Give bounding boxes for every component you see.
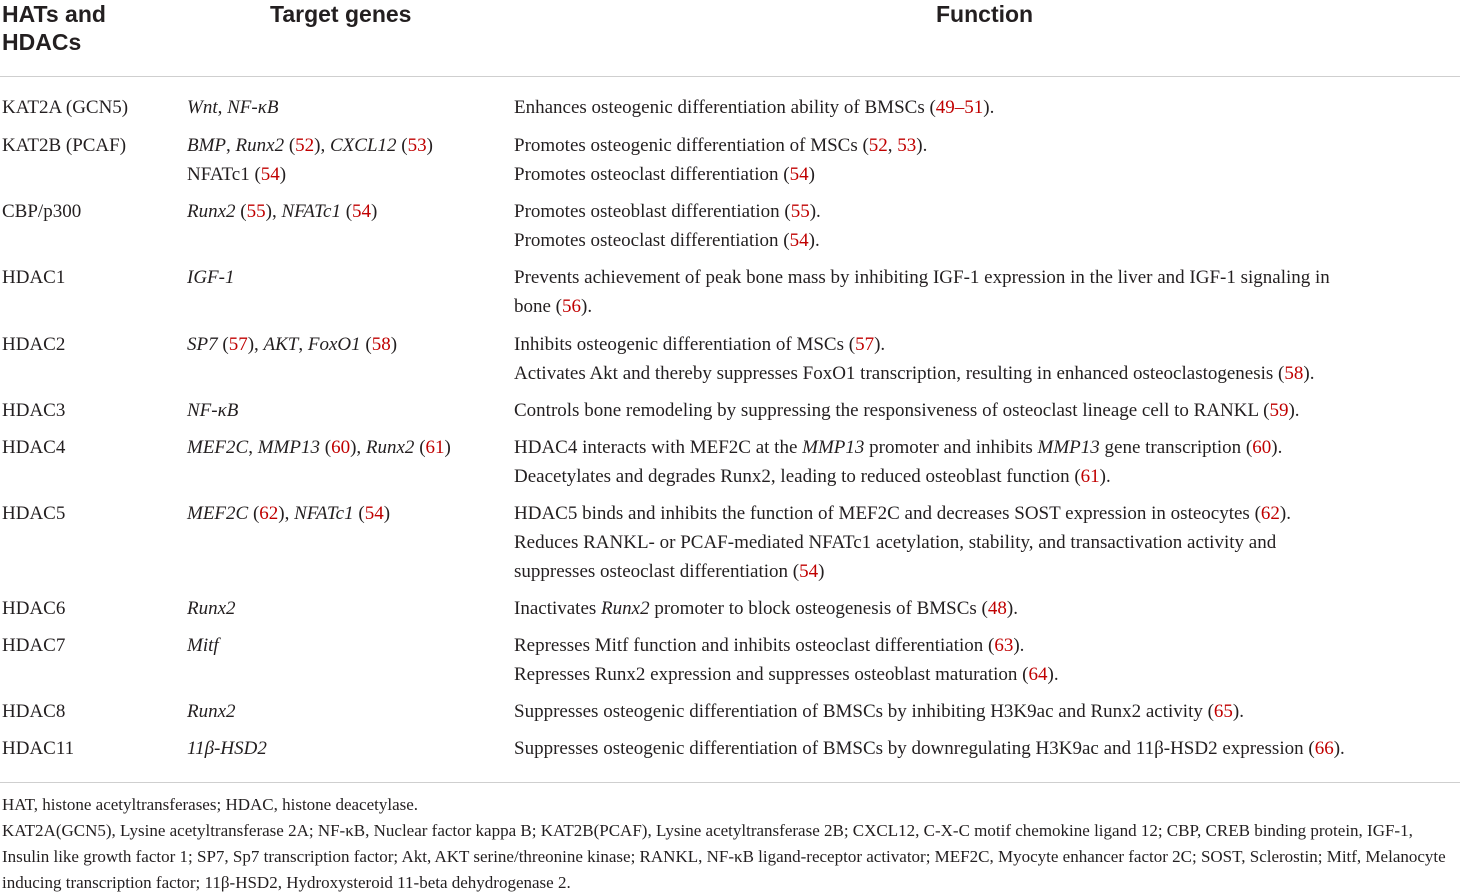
text-run: ): [818, 561, 825, 582]
row-function: [514, 433, 1282, 462]
text-run: ),: [247, 334, 264, 355]
header-rule: [0, 76, 1460, 77]
row-function: [514, 197, 821, 226]
row-function: [514, 697, 1244, 726]
row-target-genes: [187, 396, 238, 425]
text-run: (: [284, 135, 296, 156]
reference-link: 58: [371, 334, 391, 355]
text-run: Represses Mitf function and inhibits osteoclast differentiation (: [514, 635, 995, 656]
header-col1-line1: HATs and: [2, 1, 106, 27]
text-run: ): [279, 164, 287, 185]
text-run: ).: [1006, 598, 1018, 619]
text-run: bone (: [514, 296, 563, 317]
text-run: (: [414, 437, 426, 458]
text-run: ).: [581, 296, 593, 317]
text-run: Promotes osteogenic differentiation of MSCs (: [514, 135, 869, 156]
text-run: ).: [983, 97, 995, 118]
reference-link: 48: [987, 598, 1007, 619]
row-enzyme-name: HDAC1: [2, 267, 66, 288]
italic-term: 11β-HSD2: [187, 738, 267, 759]
reference-link: 53: [407, 135, 427, 156]
row-target-genes: [187, 433, 451, 462]
text-run: ),: [350, 437, 366, 458]
header-hats-hdacs: [2, 0, 106, 56]
text-run: Suppresses osteogenic differentiation of BMSCs by inhibiting H3K9ac and Runx2 activity (: [514, 701, 1214, 722]
text-run: (: [360, 334, 372, 355]
italic-term: MEF2C: [187, 437, 249, 458]
italic-term: Runx2: [187, 701, 236, 722]
text-run: ).: [1279, 503, 1291, 524]
row-enzyme-name: KAT2A (GCN5): [2, 97, 129, 118]
text-run: ),: [265, 201, 282, 222]
table-bottom-rule: [0, 782, 1460, 783]
footnote-abbrev-1: HAT, histone acetyltransferases; HDAC, histone deacetylase.: [2, 795, 419, 814]
reference-link: 64: [1028, 664, 1048, 685]
row-target-genes: [187, 263, 234, 292]
row-target-genes: [187, 594, 236, 623]
italic-term: CXCL12: [330, 135, 397, 156]
reference-link: 54: [789, 164, 809, 185]
reference-link: 60: [1252, 437, 1272, 458]
reference-link: 54: [260, 164, 280, 185]
header-function: Function: [936, 1, 1034, 27]
row-enzyme-name: HDAC8: [2, 701, 66, 722]
italic-term: Runx2: [235, 135, 285, 156]
row-function: [514, 160, 815, 189]
text-run: (: [353, 503, 365, 524]
reference-link: 57: [855, 334, 875, 355]
text-run: ).: [1013, 635, 1025, 656]
row-function: [514, 330, 885, 359]
text-run: Promotes osteoblast differentiation (: [514, 201, 791, 222]
text-run: promoter and inhibits: [864, 437, 1038, 458]
row-function: [514, 359, 1314, 388]
italic-term: IGF-1: [187, 267, 235, 288]
text-run: (: [396, 135, 408, 156]
row-target-genes: [187, 160, 286, 189]
row-function: [514, 660, 1059, 689]
text-run: HDAC4 interacts with MEF2C at the: [514, 437, 803, 458]
text-run: ): [371, 201, 378, 222]
text-run: (: [340, 201, 353, 222]
text-run: ): [383, 503, 391, 524]
reference-link: 54: [364, 503, 384, 524]
text-run: ,: [887, 135, 898, 156]
reference-link: 54: [799, 561, 819, 582]
row-function: [514, 557, 824, 586]
text-run: NFATc1 (: [187, 164, 261, 185]
text-run: promoter to block osteogenesis of BMSCs (: [649, 598, 988, 619]
text-run: ).: [809, 201, 821, 222]
italic-term: Wnt: [187, 97, 218, 118]
reference-link: 55: [790, 201, 810, 222]
text-run: ).: [1047, 664, 1059, 685]
header-target-genes: Target genes: [270, 1, 412, 27]
text-run: ).: [874, 334, 886, 355]
italic-term: Runx2: [601, 598, 650, 619]
reference-link: 54: [789, 230, 809, 251]
text-run: ).: [1232, 701, 1244, 722]
row-function: [514, 499, 1291, 528]
italic-term: MMP13: [257, 437, 320, 458]
italic-term: Mitf: [187, 635, 219, 656]
row-function: [514, 263, 1330, 292]
row-function: [514, 93, 994, 122]
italic-term: Runx2: [187, 201, 236, 222]
reference-link: 61: [1080, 466, 1100, 487]
italic-term: BMP: [187, 135, 227, 156]
row-enzyme-name: HDAC4: [2, 437, 66, 458]
reference-link: 60: [331, 437, 351, 458]
text-run: ).: [1271, 437, 1283, 458]
text-run: Inhibits osteogenic differentiation of MSCs (: [514, 334, 856, 355]
reference-link: 61: [425, 437, 445, 458]
text-run: ).: [1333, 738, 1345, 759]
reference-link: 57: [228, 334, 248, 355]
italic-term: AKT: [263, 334, 299, 355]
text-run: ,: [226, 135, 236, 156]
row-target-genes: [187, 499, 390, 528]
row-function: [514, 226, 820, 255]
italic-term: NFATc1: [294, 503, 354, 524]
text-run: Activates Akt and thereby suppresses FoxO1 transcription, resulting in enhanced osteoclastogenesis (: [514, 363, 1285, 384]
reference-link: 62: [259, 503, 279, 524]
text-run: ): [426, 135, 433, 156]
row-enzyme-name: HDAC2: [2, 334, 66, 355]
text-run: ),: [278, 503, 295, 524]
reference-link: 52: [868, 135, 888, 156]
row-target-genes: [187, 131, 433, 160]
italic-term: FoxO1: [307, 334, 361, 355]
italic-term: Runx2: [187, 598, 236, 619]
text-run: Enhances osteogenic differentiation ability of BMSCs (: [514, 97, 936, 118]
italic-term: MMP13: [1037, 437, 1100, 458]
text-run: Reduces RANKL- or PCAF-mediated NFATc1 acetylation, stability, and transactivation activity and: [514, 532, 1277, 553]
row-function: [514, 292, 592, 321]
text-run: ).: [1303, 363, 1315, 384]
italic-term: MEF2C: [187, 503, 249, 524]
text-run: ).: [1099, 466, 1111, 487]
text-run: HDAC5 binds and inhibits the function of MEF2C and decreases SOST expression in osteocytes (: [514, 503, 1261, 524]
reference-link: 56: [562, 296, 582, 317]
row-enzyme-name: HDAC6: [2, 598, 66, 619]
reference-link: 49–51: [935, 97, 984, 118]
row-target-genes: [187, 93, 278, 122]
row-function: [514, 734, 1345, 763]
text-run: ,: [217, 97, 228, 118]
row-target-genes: [187, 734, 267, 763]
text-run: suppresses osteoclast differentiation (: [514, 561, 800, 582]
italic-term: NFATc1: [281, 201, 341, 222]
text-run: ).: [916, 135, 928, 156]
reference-link: 65: [1213, 701, 1233, 722]
text-run: Promotes osteoclast differentiation (: [514, 164, 790, 185]
reference-link: 53: [897, 135, 917, 156]
text-run: ).: [808, 230, 820, 251]
row-enzyme-name: HDAC11: [2, 738, 75, 759]
row-function: [514, 462, 1111, 491]
text-run: Prevents achievement of peak bone mass by inhibiting IGF-1 expression in the liver and IGF-1 signaling in: [514, 267, 1330, 288]
text-run: (: [319, 437, 332, 458]
row-enzyme-name: HDAC7: [2, 635, 66, 656]
row-function: [514, 528, 1276, 557]
footnote-abbrev-2: KAT2A(GCN5), Lysine acetyltransferase 2A; NF-κB, Nuclear factor kappa B; KAT2B(PCAF), Lysine acetyltransferase 2B; CXCL12, C-X-C motif chemokine ligand 12; CBP, CREB binding protein, IGF-1, Insulin like growth factor 1; SP7, Sp7 transcription factor; Akt, AKT serine/threonine kinase; RANKL, NF-κB ligand-receptor activator; MEF2C, Myocyte enhancer factor 2C; SOST, Sclerostin; Mitf, Melanocyte inducing transcription factor; 11β-HSD2, Hydroxysteroid 11-beta dehydrogenase 2.: [2, 821, 1446, 892]
reference-link: 55: [246, 201, 266, 222]
row-function: [514, 594, 1018, 623]
text-run: Deacetylates and degrades Runx2, leading to reduced osteoblast function (: [514, 466, 1081, 487]
text-run: ): [444, 437, 451, 458]
reference-link: 63: [994, 635, 1014, 656]
reference-link: 59: [1269, 400, 1289, 421]
text-run: gene transcription (: [1099, 437, 1253, 458]
text-run: ,: [248, 437, 258, 458]
text-run: ,: [298, 334, 308, 355]
text-run: ),: [314, 135, 330, 156]
text-run: ): [390, 334, 398, 355]
row-target-genes: [187, 697, 236, 726]
italic-term: Runx2: [365, 437, 415, 458]
reference-link: 58: [1284, 363, 1304, 384]
row-enzyme-name: KAT2B (PCAF): [2, 135, 127, 156]
text-run: Inactivates: [514, 598, 602, 619]
reference-link: 52: [295, 135, 315, 156]
text-run: Promotes osteoclast differentiation (: [514, 230, 790, 251]
row-enzyme-name: HDAC3: [2, 400, 66, 421]
row-enzyme-name: CBP/p300: [2, 201, 82, 222]
italic-term: NF-κB: [187, 400, 239, 421]
header-col1-line2: HDACs: [2, 29, 82, 55]
text-run: (: [217, 334, 229, 355]
reference-link: 54: [352, 201, 372, 222]
text-run: ).: [1288, 400, 1300, 421]
text-run: ): [808, 164, 815, 185]
text-run: Controls bone remodeling by suppressing the responsiveness of osteoclast lineage cell to RANKL (: [514, 400, 1270, 421]
reference-link: 62: [1260, 503, 1280, 524]
italic-term: SP7: [187, 334, 218, 355]
text-run: (: [235, 201, 247, 222]
italic-term: NF-κB: [227, 97, 279, 118]
italic-term: MMP13: [802, 437, 865, 458]
row-function: [514, 131, 927, 160]
reference-link: 66: [1314, 738, 1334, 759]
row-enzyme-name: HDAC5: [2, 503, 66, 524]
row-target-genes: [187, 631, 219, 660]
row-function: [514, 631, 1024, 660]
text-run: Suppresses osteogenic differentiation of BMSCs by downregulating H3K9ac and 11β-HSD2 expression (: [514, 738, 1315, 759]
row-target-genes: [187, 330, 397, 359]
text-run: Represses Runx2 expression and suppresses osteoblast maturation (: [514, 664, 1029, 685]
text-run: (: [248, 503, 260, 524]
row-target-genes: [187, 197, 377, 226]
row-function: [514, 396, 1300, 425]
